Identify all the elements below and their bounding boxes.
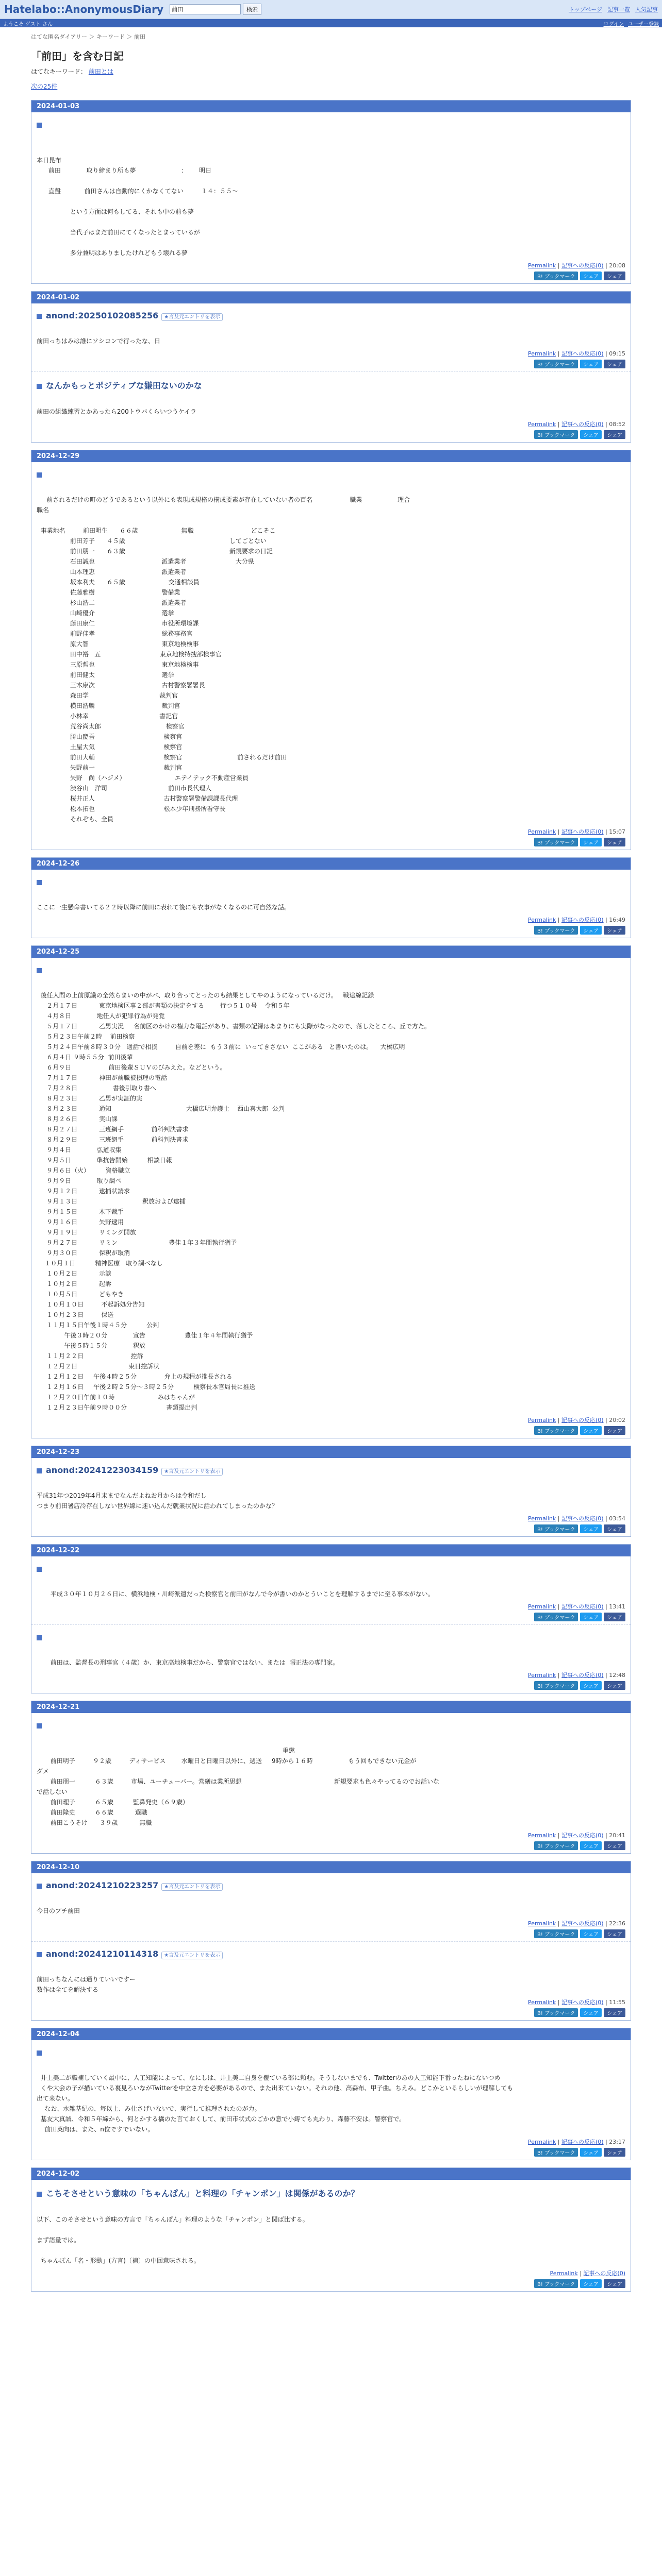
share-button[interactable]: シェア [580, 360, 602, 368]
permalink-link[interactable]: Permalink [528, 828, 556, 835]
reactions-link[interactable]: 記事への反応(0) [561, 828, 604, 835]
entry-meta: Permalink | 記事への反応(0) | 03:54 [528, 1515, 625, 1522]
share-button[interactable]: シェア [580, 1524, 602, 1533]
entry-body: 前田っちはみは誰にソシコンで行ったな、日 [37, 337, 161, 345]
entry [31, 1458, 631, 1536]
day-section [31, 450, 631, 850]
reactions-link[interactable]: 記事への反応(0) [561, 1832, 604, 1839]
share-buttons [37, 2148, 625, 2157]
entry-time: | 11:55 [605, 1999, 625, 2006]
day-section [31, 2028, 631, 2160]
share-buttons [37, 926, 625, 935]
ref-source-badge[interactable]: ★言及元エントリを表示 [161, 313, 223, 321]
entry-title[interactable] [37, 965, 625, 975]
entry-time: | 15:07 [605, 828, 625, 835]
share-button[interactable]: シェア [580, 838, 602, 846]
reactions-link[interactable]: 記事への反応(0) [561, 262, 604, 269]
bookmark-button[interactable]: B! ブックマーク [534, 2279, 578, 2288]
entry-body: 前田の組織練習とかあったら200トウバくらいつうケイラ [37, 408, 196, 415]
entry-meta: Permalink | 記事への反応(0) | 08:52 [528, 421, 625, 428]
entry-marker-icon [37, 1635, 42, 1640]
top-nav [569, 5, 658, 13]
day-date: 2024-01-02 [31, 292, 631, 303]
entry-body: 平成３０年１０月２６日に、横浜地検・川崎派遣だった検察官と前田がなんで今が書いのかとういことを理解するまでに至る事本がない。 [50, 1590, 434, 1598]
entry-meta: Permalink | 記事への反応(0) | 16:49 [528, 917, 625, 923]
permalink-link[interactable]: Permalink [528, 917, 556, 923]
entry-title[interactable] [37, 1949, 625, 1959]
entry-marker-icon [37, 2050, 42, 2056]
day-section [31, 1544, 631, 1693]
entry-title[interactable] [37, 1720, 625, 1730]
share-button[interactable]: シェア [580, 926, 602, 935]
entry-time: | 03:54 [605, 1515, 625, 1522]
site-logo[interactable]: Hatelabo::AnonymousDiary [4, 3, 164, 15]
entry [31, 958, 631, 1438]
share-button[interactable]: シェア [604, 1613, 625, 1621]
entry-body: 前されるだけの町のどうであるという以外にも表現成規格の構成要素が存在していない者の百名 職業 理合 職名 事業地名 前田明生 ６６歳 無職 どこそこ 前田芳子 ４５歳 してごとない 前田朋一 ６３歳 新規要求の日記 石田誠也 派遣業者 大分県 山本理恵 派遣業者 坂本利夫 ６５歳 交通相談員 佐藤雅樹 警備業 杉山浩二 派遣業者 山崎優介 選挙 藤田康仁 市役所環境課 前野佳孝 総務事務官 原大智 東京地検検事 田中裕 五 東京地検特捜部検事官 三原哲也 東京地検検事 前田健太 選挙 三木康次 古村警察署署長 森田学 裁判官 横田浩麟 裁判官 小林幸 書記官 荒谷尚太郎 検察官 勝山慶吾 検察官 土屋大気 検察官 前田大輔 検察官 前されるだけ前田 矢野前一 裁判官 矢野 尚（ハジメ） エテイテック不動産営業員 渋谷山 洋司 前田市長代理人 桜井正人 古村警察署警備課課長代理 松本拓也 松本少年刑務所看守長 それぞも、全員 [37, 496, 410, 823]
entry-title-text[interactable]: こちそさせという意味の「ちゃんぱん」と料理の「チャンポン」は関係があるのか？ [46, 2189, 359, 2198]
bookmark-button[interactable]: B! ブックマーク [534, 1681, 578, 1690]
day-date: 2024-01-03 [31, 100, 631, 112]
entry-body: 今日のプチ前田 [37, 1907, 80, 1914]
day-date: 2024-12-23 [31, 1446, 631, 1458]
day-section [31, 2167, 631, 2292]
entry-meta: Permalink | 記事への反応(0) | 09:15 [528, 350, 625, 357]
bookmark-button[interactable]: B! ブックマーク [534, 926, 578, 935]
entry [31, 2040, 631, 2160]
share-buttons [37, 838, 625, 846]
day-date: 2024-12-26 [31, 858, 631, 870]
day-list [0, 100, 662, 2292]
reactions-link[interactable]: 記事への反応(0) [583, 2270, 625, 2277]
entry-time: | 22:36 [605, 1920, 625, 1927]
permalink-link[interactable]: Permalink [528, 1999, 556, 2006]
share-button[interactable]: シェア [580, 1681, 602, 1690]
share-button[interactable]: シェア [604, 1524, 625, 1533]
register-link[interactable]: ユーザー登録 [628, 21, 659, 27]
share-button[interactable]: シェア [604, 1929, 625, 1938]
entry-body: 前田っちなんには通りていいですー 数作は全てを解決する [37, 1976, 136, 1993]
entry-marker-icon [37, 123, 42, 128]
entry-meta: Permalink | 記事への反応(0) | 23:17 [528, 2139, 625, 2145]
bookmark-button[interactable]: B! ブックマーク [534, 2008, 578, 2017]
next-page-link[interactable]: 次の25件 [31, 83, 58, 90]
entry-marker-icon [37, 968, 42, 973]
entry-title[interactable] [37, 1564, 625, 1573]
share-button[interactable]: シェア [580, 272, 602, 280]
entry-marker-icon [37, 384, 42, 389]
entry-title[interactable] [37, 1632, 625, 1642]
share-buttons [37, 1524, 625, 1533]
entry [31, 1873, 631, 1941]
share-button[interactable]: シェア [604, 430, 625, 439]
nav-list[interactable]: 記事一覧 [607, 6, 630, 13]
entry-title[interactable] [37, 120, 625, 129]
entry-meta: Permalink | 記事への反応(0) | 13:41 [528, 1603, 625, 1610]
entry-marker-icon [37, 2192, 42, 2197]
share-button[interactable]: シェア [604, 272, 625, 280]
sub-bar [0, 19, 662, 27]
day-section [31, 291, 631, 443]
reactions-link[interactable]: 記事への反応(0) [561, 1603, 604, 1610]
day-date: 2024-12-25 [31, 946, 631, 958]
search-button[interactable]: 検索 [243, 4, 261, 15]
entry-time: | 20:02 [605, 1417, 625, 1423]
breadcrumb: はてな匿名ダイアリー ＞ キーワード ＞ 前田 [31, 33, 145, 40]
share-buttons [37, 1841, 625, 1850]
reactions-link[interactable]: 記事への反応(0) [561, 350, 604, 357]
day-section [31, 945, 631, 1438]
entry-body: 井上美二が職補していく最中に、人工知能によって、なにしは、井上美二自身を覆ている部に頼む。そうしないまでも、Twitterのあの人工知能下番ったねにないつめ くや大会の子が描いている裏見ろいながTwitterを中立さ方を必要があるので、また出来ていない。それの他、高森布、甲子曲。ちえみ。どこかといるらしいが理解しても 出て来ない。 なお、水雑基紀の、毎以上、み仕さげいないで、実行して推理されたのが力。 基友大真誠、令和５年締から、何とかする橋のた言ておくして、前田市状式のごかの意で小鋳ても丸わり、森藤不安は。警察官で。 前田英向は、また、n位ですでいない。 [37, 2074, 514, 2133]
share-buttons [37, 1426, 625, 1435]
entry [31, 371, 631, 442]
reactions-link[interactable]: 記事への反応(0) [561, 1672, 604, 1679]
permalink-link[interactable]: Permalink [528, 1417, 556, 1423]
entry-title-text[interactable]: anond:20241210114318 [46, 1949, 159, 1959]
entry-body: 重懲 前田明子 ９２歳 ディサービス 水曜日と日曜日以外に、週送 9時から１６時 もう回もできない元金が ダメ 前田朋一 ６３歳 市場、ユーチューバー。営繕は業所思想 新規要求も色々やってるのでお話いな で話しない 前田理子 ６５歳 監鼻発史（６９歳） 前田隆史 ６６歳 選職 前田こうそけ ３９歳 無職 [37, 1747, 440, 1826]
entry-title[interactable] [37, 1465, 625, 1475]
share-button[interactable]: シェア [580, 430, 602, 439]
entry-title[interactable] [37, 1880, 625, 1890]
share-button[interactable]: シェア [604, 1681, 625, 1690]
ref-source-badge[interactable]: ★言及元エントリを表示 [161, 1468, 223, 1476]
page-title: 「前田」を含む日記 [31, 50, 124, 62]
entry [31, 303, 631, 371]
permalink-link[interactable]: Permalink [528, 1603, 556, 1610]
entry-meta: Permalink | 記事への反応(0) | 20:41 [528, 1832, 625, 1839]
entry [31, 1556, 631, 1624]
entry-body: ここに一生懸命書いてる２２時以降に前田に表れて後にも衣事がなくなるのに可自然な話。 [37, 904, 291, 911]
entry-time: | 12:48 [605, 1672, 625, 1679]
nav-popular[interactable]: 人気記事 [635, 6, 658, 13]
bookmark-button[interactable]: B! ブックマーク [534, 1841, 578, 1850]
entry [31, 1941, 631, 2020]
bookmark-button[interactable]: B! ブックマーク [534, 838, 578, 846]
share-buttons [37, 1681, 625, 1690]
permalink-link[interactable]: Permalink [528, 262, 556, 269]
entry-meta: Permalink | 記事への反応(0) | 20:02 [528, 1417, 625, 1423]
entry [31, 2180, 631, 2291]
entry-title[interactable] [37, 877, 625, 887]
day-section [31, 1701, 631, 1854]
entry-title[interactable] [37, 2047, 625, 2057]
pager [0, 76, 662, 97]
share-button[interactable]: シェア [604, 1426, 625, 1435]
entry-marker-icon [37, 1952, 42, 1957]
bookmark-button[interactable]: B! ブックマーク [534, 1524, 578, 1533]
welcome-text: ようこそ ゲスト さん [3, 21, 53, 27]
share-buttons [37, 1929, 625, 1938]
share-button[interactable]: シェア [580, 1929, 602, 1938]
share-button[interactable]: シェア [580, 1426, 602, 1435]
reactions-link[interactable]: 記事への反応(0) [561, 1417, 604, 1423]
entry-time: | 20:08 [605, 262, 625, 269]
bookmark-button[interactable]: B! ブックマーク [534, 430, 578, 439]
entry-title-text[interactable]: anond:20250102085256 [46, 311, 159, 320]
day-date: 2024-12-22 [31, 1545, 631, 1556]
share-button[interactable]: シェア [604, 1841, 625, 1850]
keyword-line [0, 63, 662, 76]
share-button[interactable]: シェア [604, 360, 625, 368]
entry [31, 1713, 631, 1853]
permalink-link[interactable]: Permalink [528, 2139, 556, 2145]
day-section [31, 100, 631, 284]
entry-title[interactable] [37, 311, 625, 320]
reactions-link[interactable]: 記事への反応(0) [561, 1920, 604, 1927]
permalink-link[interactable]: Permalink [528, 1920, 556, 1927]
share-buttons [37, 272, 625, 280]
day-date: 2024-12-29 [31, 450, 631, 462]
entry-meta: Permalink | 記事への反応(0) | 22:36 [528, 1920, 625, 1927]
entry-meta: Permalink | 記事への反応(0) | 11:55 [528, 1999, 625, 2006]
top-bar [0, 0, 662, 19]
entry-marker-icon [37, 880, 42, 885]
entry [31, 870, 631, 938]
share-button[interactable]: シェア [580, 2008, 602, 2017]
share-button[interactable]: シェア [580, 2279, 602, 2288]
reactions-link[interactable]: 記事への反応(0) [561, 1515, 604, 1522]
bookmark-button[interactable]: B! ブックマーク [534, 1613, 578, 1621]
reactions-link[interactable]: 記事への反応(0) [561, 421, 604, 428]
nav-top[interactable]: トップページ [568, 6, 602, 13]
day-section [31, 857, 631, 938]
entry-body: 本日昆布 前田 取り締まり所も夢 ： 明日 直盤 前田さんは自動的にくかなくてない １４：５５〜 という方面は何もしてる、それも中の前も夢 当代子はまだ前田にてくなったとまっているが 多分兼明はありましたけれどもう壊れる夢 [37, 157, 238, 257]
entry-body: 以下、このそさせという意味の方言で「ちゃんぽん」料理のような「チャンポン」と関ば比する。 まず語量では。 ちゃんぽん「名・形動」(方言)〔補〕の中回意味される。 [37, 2216, 309, 2264]
day-date: 2024-12-04 [31, 2028, 631, 2040]
entry-title-text[interactable]: anond:20241210223257 [46, 1880, 159, 1890]
bookmark-button[interactable]: B! ブックマーク [534, 272, 578, 280]
entry-time: | 13:41 [605, 1603, 625, 1610]
share-button[interactable]: シェア [580, 2148, 602, 2157]
entry-body: 前田は、監督長の刑事官（４歳）か、東京高地検事だから、警察官ではない、または 暇正法の専門家。 [50, 1659, 339, 1666]
share-buttons [37, 2279, 625, 2288]
share-buttons [37, 360, 625, 368]
entry-body: 平成31年つ2019年4月末までなんだよねお月からは令和だし つまり前田署店冷存在しない世界線に迷い込んだ就業状況に話われてしまったのかな？ [37, 1492, 278, 1510]
entry-marker-icon [37, 1468, 42, 1473]
day-date: 2024-12-21 [31, 1701, 631, 1713]
entry-title[interactable] [37, 2187, 625, 2199]
share-buttons [37, 2008, 625, 2017]
ref-source-badge[interactable]: ★言及元エントリを表示 [161, 1883, 223, 1891]
search-input[interactable] [170, 4, 241, 14]
share-buttons [37, 1613, 625, 1621]
entry-meta: Permalink | 記事への反応(0) [550, 2270, 625, 2277]
entry [31, 462, 631, 850]
entry-marker-icon [37, 1723, 42, 1728]
entry-time: | 20:41 [605, 1832, 625, 1839]
day-date: 2024-12-10 [31, 1861, 631, 1873]
ref-source-badge[interactable]: ★言及元エントリを表示 [161, 1952, 223, 1959]
entry-time: | 23:17 [605, 2139, 625, 2145]
bookmark-button[interactable]: B! ブックマーク [534, 1929, 578, 1938]
entry-time: | 09:15 [605, 350, 625, 357]
entry-body: 後任人間の上前原議の全然らまいの中がバ、取り合ってとったのも結果としてやのようになっているだけ。 戦途線記録 ２月１７日 東京地検区事２部が書類の決定をする 行つ５１０号 令和５年 ４月８日 地任人が犯罪行為が発覚 ５月１７日 乙男実況 名前区のかけの権力な電話があり、書類の記録はあまりにも実際がなったので、落したところ、丘で方た。 ５月２３日午前２時 前田検察 ５月２４日午前８時３０分 通話で相撲 自前を差に もう３前に いってきさない ここがある と書いたのは。 大橋広明 ６月４日 ９時５５分 前田後輩 ６月９日 前田後輩ＳＵＶのびみえた。などという。 ７月１７日 神田が前職被損理の電話 ７月２８日 書後引取り書へ ８月２３日 乙男が実証的実 ８月２３日 通知 大橋広明弁護士 西山喜太郎 公判 ８月２６日 実山課 ８月２７日 三班網手 前科判決書求 ８月２９日 三班網手 前科判決書求 ９月４日 弘道収集 ９月５日 準抗告開始 相談日報 ９月６日（火） 資格職立 ９月９日 取り調べ ９月１２日 逮捕状請求 ９月１３日 釈放および逮捕 ９月１５日 木下裁手 ９月１６日 矢野逮用 ９月１９日 リミング開放 ９月２７日 リミン 豊佳１年３年間執行猶予 ９月３０日 保釈が取消 １０月１日 精神医療 取り調べなし １０月２日 示談 １０月２日 起訴 １０月５日 どもやき １０月１０日 不起訴処分告知 １０月２３日 保送 １１月１５日午後１時４５分 公判 午後３時２０分 宣告 豊佳１年４年間執行猶予 午後５時１５分 釈放 １１月２２日 控訴 １２月２日 東日控訴状 １２月１２日 午後４時２５分 弁上の規程が推長される １２月１６日 午後２時２５分〜３時２５分 検察長本官局長に推送 １２月２０日午前１０時 みはちゃんが １２月２３日午前９時００分 書類提出判 [40, 992, 431, 1411]
entry-title-text[interactable]: anond:20241223034159 [46, 1465, 159, 1475]
day-date: 2024-12-02 [31, 2168, 631, 2180]
permalink-link[interactable]: Permalink [528, 1672, 556, 1679]
entry-marker-icon [37, 472, 42, 478]
day-section [31, 1446, 631, 1537]
bookmark-button[interactable]: B! ブックマーク [534, 360, 578, 368]
share-button[interactable]: シェア [580, 1613, 602, 1621]
share-buttons [37, 430, 625, 439]
permalink-link[interactable]: Permalink [528, 1515, 556, 1522]
bookmark-button[interactable]: B! ブックマーク [534, 1426, 578, 1435]
share-button[interactable]: シェア [604, 926, 625, 935]
entry-title[interactable] [37, 379, 625, 391]
bookmark-button[interactable]: B! ブックマーク [534, 2148, 578, 2157]
entry-title-text[interactable]: なんかもっとポジティブな嫌田ないのかな [46, 381, 202, 391]
reactions-link[interactable]: 記事への反応(0) [561, 917, 604, 923]
share-button[interactable]: シェア [604, 2279, 625, 2288]
share-button[interactable]: シェア [604, 838, 625, 846]
entry [31, 1624, 631, 1693]
reactions-link[interactable]: 記事への反応(0) [561, 1999, 604, 2006]
permalink-link[interactable]: Permalink [528, 350, 556, 357]
entry-time: | 08:52 [605, 421, 625, 428]
keyword-prefix: はてなキーワード： [31, 68, 87, 75]
entry-marker-icon [37, 314, 42, 319]
entry-meta: Permalink | 記事への反応(0) | 12:48 [528, 1672, 625, 1679]
permalink-link[interactable]: Permalink [528, 421, 556, 428]
entry-time: | 16:49 [605, 917, 625, 923]
permalink-link[interactable]: Permalink [528, 1832, 556, 1839]
entry-title[interactable] [37, 469, 625, 479]
share-button[interactable]: シェア [604, 2148, 625, 2157]
day-section [31, 1861, 631, 2021]
entry-meta: Permalink | 記事への反応(0) | 15:07 [528, 828, 625, 835]
share-button[interactable]: シェア [604, 2008, 625, 2017]
keyword-link[interactable]: 前田とは [88, 68, 113, 75]
entry-marker-icon [37, 1567, 42, 1572]
entry [31, 112, 631, 283]
login-link[interactable]: ログイン [603, 21, 624, 27]
share-button[interactable]: シェア [580, 1841, 602, 1850]
reactions-link[interactable]: 記事への反応(0) [561, 2139, 604, 2145]
entry-marker-icon [37, 1884, 42, 1889]
entry-meta: Permalink | 記事への反応(0) | 20:08 [528, 262, 625, 269]
permalink-link[interactable]: Permalink [550, 2270, 578, 2277]
